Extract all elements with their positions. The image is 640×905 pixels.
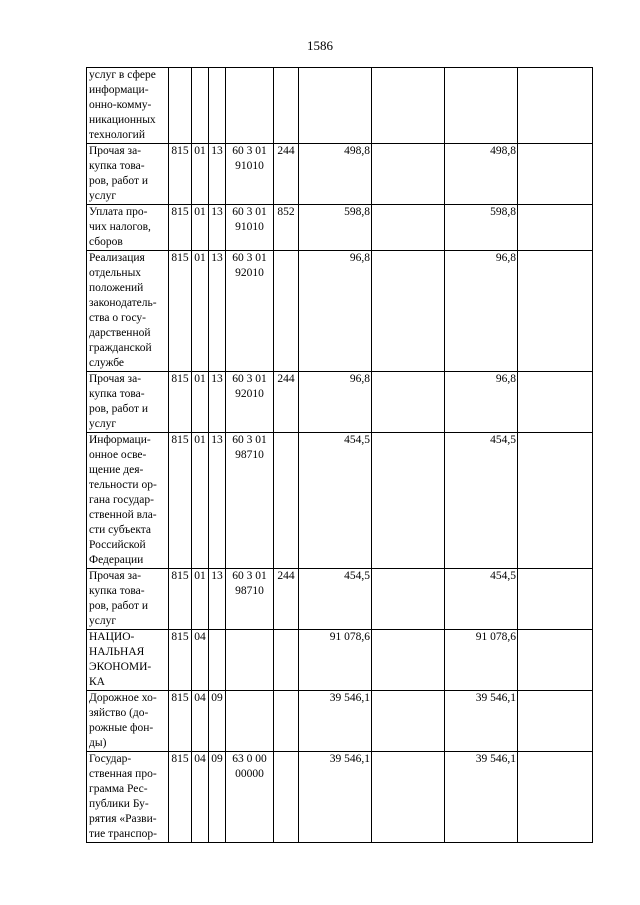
item-name-line: ров, работ и <box>89 175 149 187</box>
grbs-code-cell: 815 <box>169 144 192 205</box>
item-name-line: положений <box>89 282 144 294</box>
table-row <box>87 630 593 691</box>
item-name-line: Информаци- <box>89 434 151 446</box>
item-name-line: ЭКОНОМИ- <box>89 661 152 673</box>
target-item-code-line: 00000 <box>235 768 264 780</box>
item-name-line: ров, работ и <box>89 600 149 612</box>
subsection-code-cell: 13 <box>209 569 226 630</box>
target-item-code-cell <box>226 752 274 843</box>
table-row <box>87 691 593 752</box>
subsection-code-cell: 09 <box>209 691 226 752</box>
item-name-line: НАЦИО- <box>89 631 135 643</box>
item-name-line: тельности ор- <box>89 479 157 491</box>
target-item-code-line: 60 3 01 <box>232 373 267 385</box>
item-name-cell <box>87 433 169 569</box>
target-item-code-cell <box>226 691 274 752</box>
grbs-code-cell: 815 <box>169 569 192 630</box>
item-name-cell <box>87 372 169 433</box>
item-name-cell <box>87 144 169 205</box>
expense-type-code-cell: 244 <box>274 372 299 433</box>
item-name-cell <box>87 752 169 843</box>
amount-cell: 91 078,6 <box>445 630 518 691</box>
table-row <box>87 68 593 144</box>
expense-type-code-cell: 244 <box>274 569 299 630</box>
grbs-code-cell: 815 <box>169 251 192 372</box>
target-item-code-line: 92010 <box>235 388 264 400</box>
item-name-line: услуг <box>89 418 117 430</box>
section-code-cell: 04 <box>192 691 209 752</box>
expense-type-code-cell <box>274 630 299 691</box>
item-name-line: НАЛЬНАЯ <box>89 646 145 658</box>
amount-cell: 39 546,1 <box>299 752 372 843</box>
expense-type-code-cell <box>274 691 299 752</box>
amount-cell: 39 546,1 <box>445 752 518 843</box>
amount-cell: 454,5 <box>445 569 518 630</box>
empty-cell <box>372 433 445 569</box>
table-row <box>87 752 593 843</box>
item-name-line: Уплата про- <box>89 206 148 218</box>
item-name-line: отдельных <box>89 267 142 279</box>
empty-cell <box>518 205 593 251</box>
target-item-code-line: 98710 <box>235 449 264 461</box>
target-item-code-line: 63 0 00 <box>232 753 267 765</box>
empty-cell <box>372 630 445 691</box>
expense-type-code-cell <box>274 752 299 843</box>
section-code-cell: 01 <box>192 372 209 433</box>
item-name-line: ственной вла- <box>89 509 157 521</box>
item-name-line: ственная про- <box>89 768 157 780</box>
expense-type-code-cell: 244 <box>274 144 299 205</box>
item-name-cell <box>87 569 169 630</box>
item-name-line: купка това- <box>89 388 145 400</box>
item-name-line: гражданской <box>89 342 152 354</box>
target-item-code-line: 60 3 01 <box>232 252 267 264</box>
item-name-line: службе <box>89 357 125 369</box>
empty-cell <box>518 144 593 205</box>
item-name-line: грамма Рес- <box>89 783 148 795</box>
table-row <box>87 144 593 205</box>
grbs-code-cell: 815 <box>169 205 192 251</box>
empty-cell <box>372 752 445 843</box>
item-name-line: услуг в сфере <box>89 69 156 81</box>
subsection-code-cell: 13 <box>209 372 226 433</box>
item-name-line: чих налогов, <box>89 221 151 233</box>
item-name-line: услуг <box>89 190 117 202</box>
empty-cell <box>518 68 593 144</box>
item-name-line: рожные фон- <box>89 722 154 734</box>
empty-cell <box>372 144 445 205</box>
target-item-code-line: 98710 <box>235 585 264 597</box>
amount-cell: 91 078,6 <box>299 630 372 691</box>
expense-type-code-cell <box>274 68 299 144</box>
empty-cell <box>518 630 593 691</box>
empty-cell <box>518 251 593 372</box>
amount-cell: 96,8 <box>299 372 372 433</box>
empty-cell <box>518 372 593 433</box>
item-name-line: Прочая за- <box>89 373 142 385</box>
target-item-code-cell <box>226 433 274 569</box>
item-name-line: гана государ- <box>89 494 154 506</box>
target-item-code-line: 60 3 01 <box>232 570 267 582</box>
amount-cell: 96,8 <box>445 251 518 372</box>
item-name-line: Российской <box>89 539 146 551</box>
amount-cell: 454,5 <box>299 433 372 569</box>
section-code-cell: 01 <box>192 569 209 630</box>
amount-cell: 39 546,1 <box>445 691 518 752</box>
empty-cell <box>518 569 593 630</box>
table-row <box>87 569 593 630</box>
target-item-code-cell <box>226 251 274 372</box>
subsection-code-cell: 13 <box>209 205 226 251</box>
subsection-code-cell <box>209 630 226 691</box>
empty-cell <box>518 433 593 569</box>
item-name-line: КА <box>89 676 105 688</box>
target-item-code-cell <box>226 144 274 205</box>
item-name-line: ров, работ и <box>89 403 149 415</box>
grbs-code-cell: 815 <box>169 630 192 691</box>
empty-cell <box>372 569 445 630</box>
item-name-line: Федерации <box>89 554 144 566</box>
section-code-cell: 04 <box>192 630 209 691</box>
target-item-code-line: 60 3 01 <box>232 145 267 157</box>
target-item-code-cell <box>226 569 274 630</box>
empty-cell <box>372 251 445 372</box>
item-name-line: зяйство (до- <box>89 707 149 719</box>
item-name-cell <box>87 251 169 372</box>
budget-table <box>86 67 593 843</box>
amount-cell: 39 546,1 <box>299 691 372 752</box>
item-name-line: ды) <box>89 737 107 749</box>
target-item-code-cell <box>226 372 274 433</box>
target-item-code-line: 91010 <box>235 221 264 233</box>
section-code-cell: 01 <box>192 144 209 205</box>
item-name-line: услуг <box>89 615 117 627</box>
empty-cell <box>372 691 445 752</box>
item-name-line: Прочая за- <box>89 145 142 157</box>
item-name-line: ства о госу- <box>89 312 147 324</box>
amount-cell: 96,8 <box>445 372 518 433</box>
section-code-cell: 01 <box>192 205 209 251</box>
grbs-code-cell: 815 <box>169 691 192 752</box>
item-name-cell <box>87 205 169 251</box>
empty-cell <box>372 68 445 144</box>
subsection-code-cell: 13 <box>209 251 226 372</box>
grbs-code-cell: 815 <box>169 433 192 569</box>
item-name-line: сти субъекта <box>89 524 152 536</box>
empty-cell <box>518 691 593 752</box>
section-code-cell: 01 <box>192 433 209 569</box>
table-body <box>87 68 593 843</box>
item-name-line: рятия «Разви- <box>89 813 157 825</box>
table-row <box>87 433 593 569</box>
item-name-cell <box>87 691 169 752</box>
amount-cell <box>299 68 372 144</box>
section-code-cell: 01 <box>192 251 209 372</box>
item-name-line: информаци- <box>89 84 149 96</box>
item-name-line: публики Бу- <box>89 798 149 810</box>
target-item-code-line: 60 3 01 <box>232 206 267 218</box>
empty-cell <box>372 205 445 251</box>
target-item-code-line: 91010 <box>235 160 264 172</box>
item-name-line: Реализация <box>89 252 145 264</box>
item-name-line: Прочая за- <box>89 570 142 582</box>
section-code-cell <box>192 68 209 144</box>
table-row <box>87 251 593 372</box>
grbs-code-cell: 815 <box>169 372 192 433</box>
amount-cell: 454,5 <box>299 569 372 630</box>
section-code-cell: 04 <box>192 752 209 843</box>
target-item-code-cell <box>226 205 274 251</box>
item-name-line: купка това- <box>89 585 145 597</box>
table-row <box>87 205 593 251</box>
item-name-line: сборов <box>89 236 123 248</box>
item-name-cell <box>87 68 169 144</box>
grbs-code-cell: 815 <box>169 752 192 843</box>
expense-type-code-cell <box>274 433 299 569</box>
item-name-line: онное осве- <box>89 449 147 461</box>
amount-cell: 598,8 <box>299 205 372 251</box>
table-row <box>87 372 593 433</box>
subsection-code-cell <box>209 68 226 144</box>
amount-cell: 498,8 <box>445 144 518 205</box>
item-name-line: щение дея- <box>89 464 144 476</box>
subsection-code-cell: 09 <box>209 752 226 843</box>
amount-cell: 454,5 <box>445 433 518 569</box>
subsection-code-cell: 13 <box>209 144 226 205</box>
amount-cell: 498,8 <box>299 144 372 205</box>
expense-type-code-cell: 852 <box>274 205 299 251</box>
item-name-line: онно-комму- <box>89 99 152 111</box>
target-item-code-cell <box>226 68 274 144</box>
expense-type-code-cell <box>274 251 299 372</box>
grbs-code-cell <box>169 68 192 144</box>
empty-cell <box>518 752 593 843</box>
item-name-line: дарственной <box>89 327 151 339</box>
target-item-code-cell <box>226 630 274 691</box>
page-number: 1586 <box>307 38 333 53</box>
subsection-code-cell: 13 <box>209 433 226 569</box>
item-name-cell <box>87 630 169 691</box>
target-item-code-line: 60 3 01 <box>232 434 267 446</box>
item-name-line: технологий <box>89 129 145 141</box>
item-name-line: Государ- <box>89 753 132 765</box>
item-name-line: никационных <box>89 114 156 126</box>
amount-cell: 598,8 <box>445 205 518 251</box>
target-item-code-line: 92010 <box>235 267 264 279</box>
amount-cell: 96,8 <box>299 251 372 372</box>
item-name-line: тие транспор- <box>89 828 157 840</box>
amount-cell <box>445 68 518 144</box>
item-name-line: законодатель- <box>89 297 157 309</box>
item-name-line: купка това- <box>89 160 145 172</box>
empty-cell <box>372 372 445 433</box>
item-name-line: Дорожное хо- <box>89 692 157 704</box>
